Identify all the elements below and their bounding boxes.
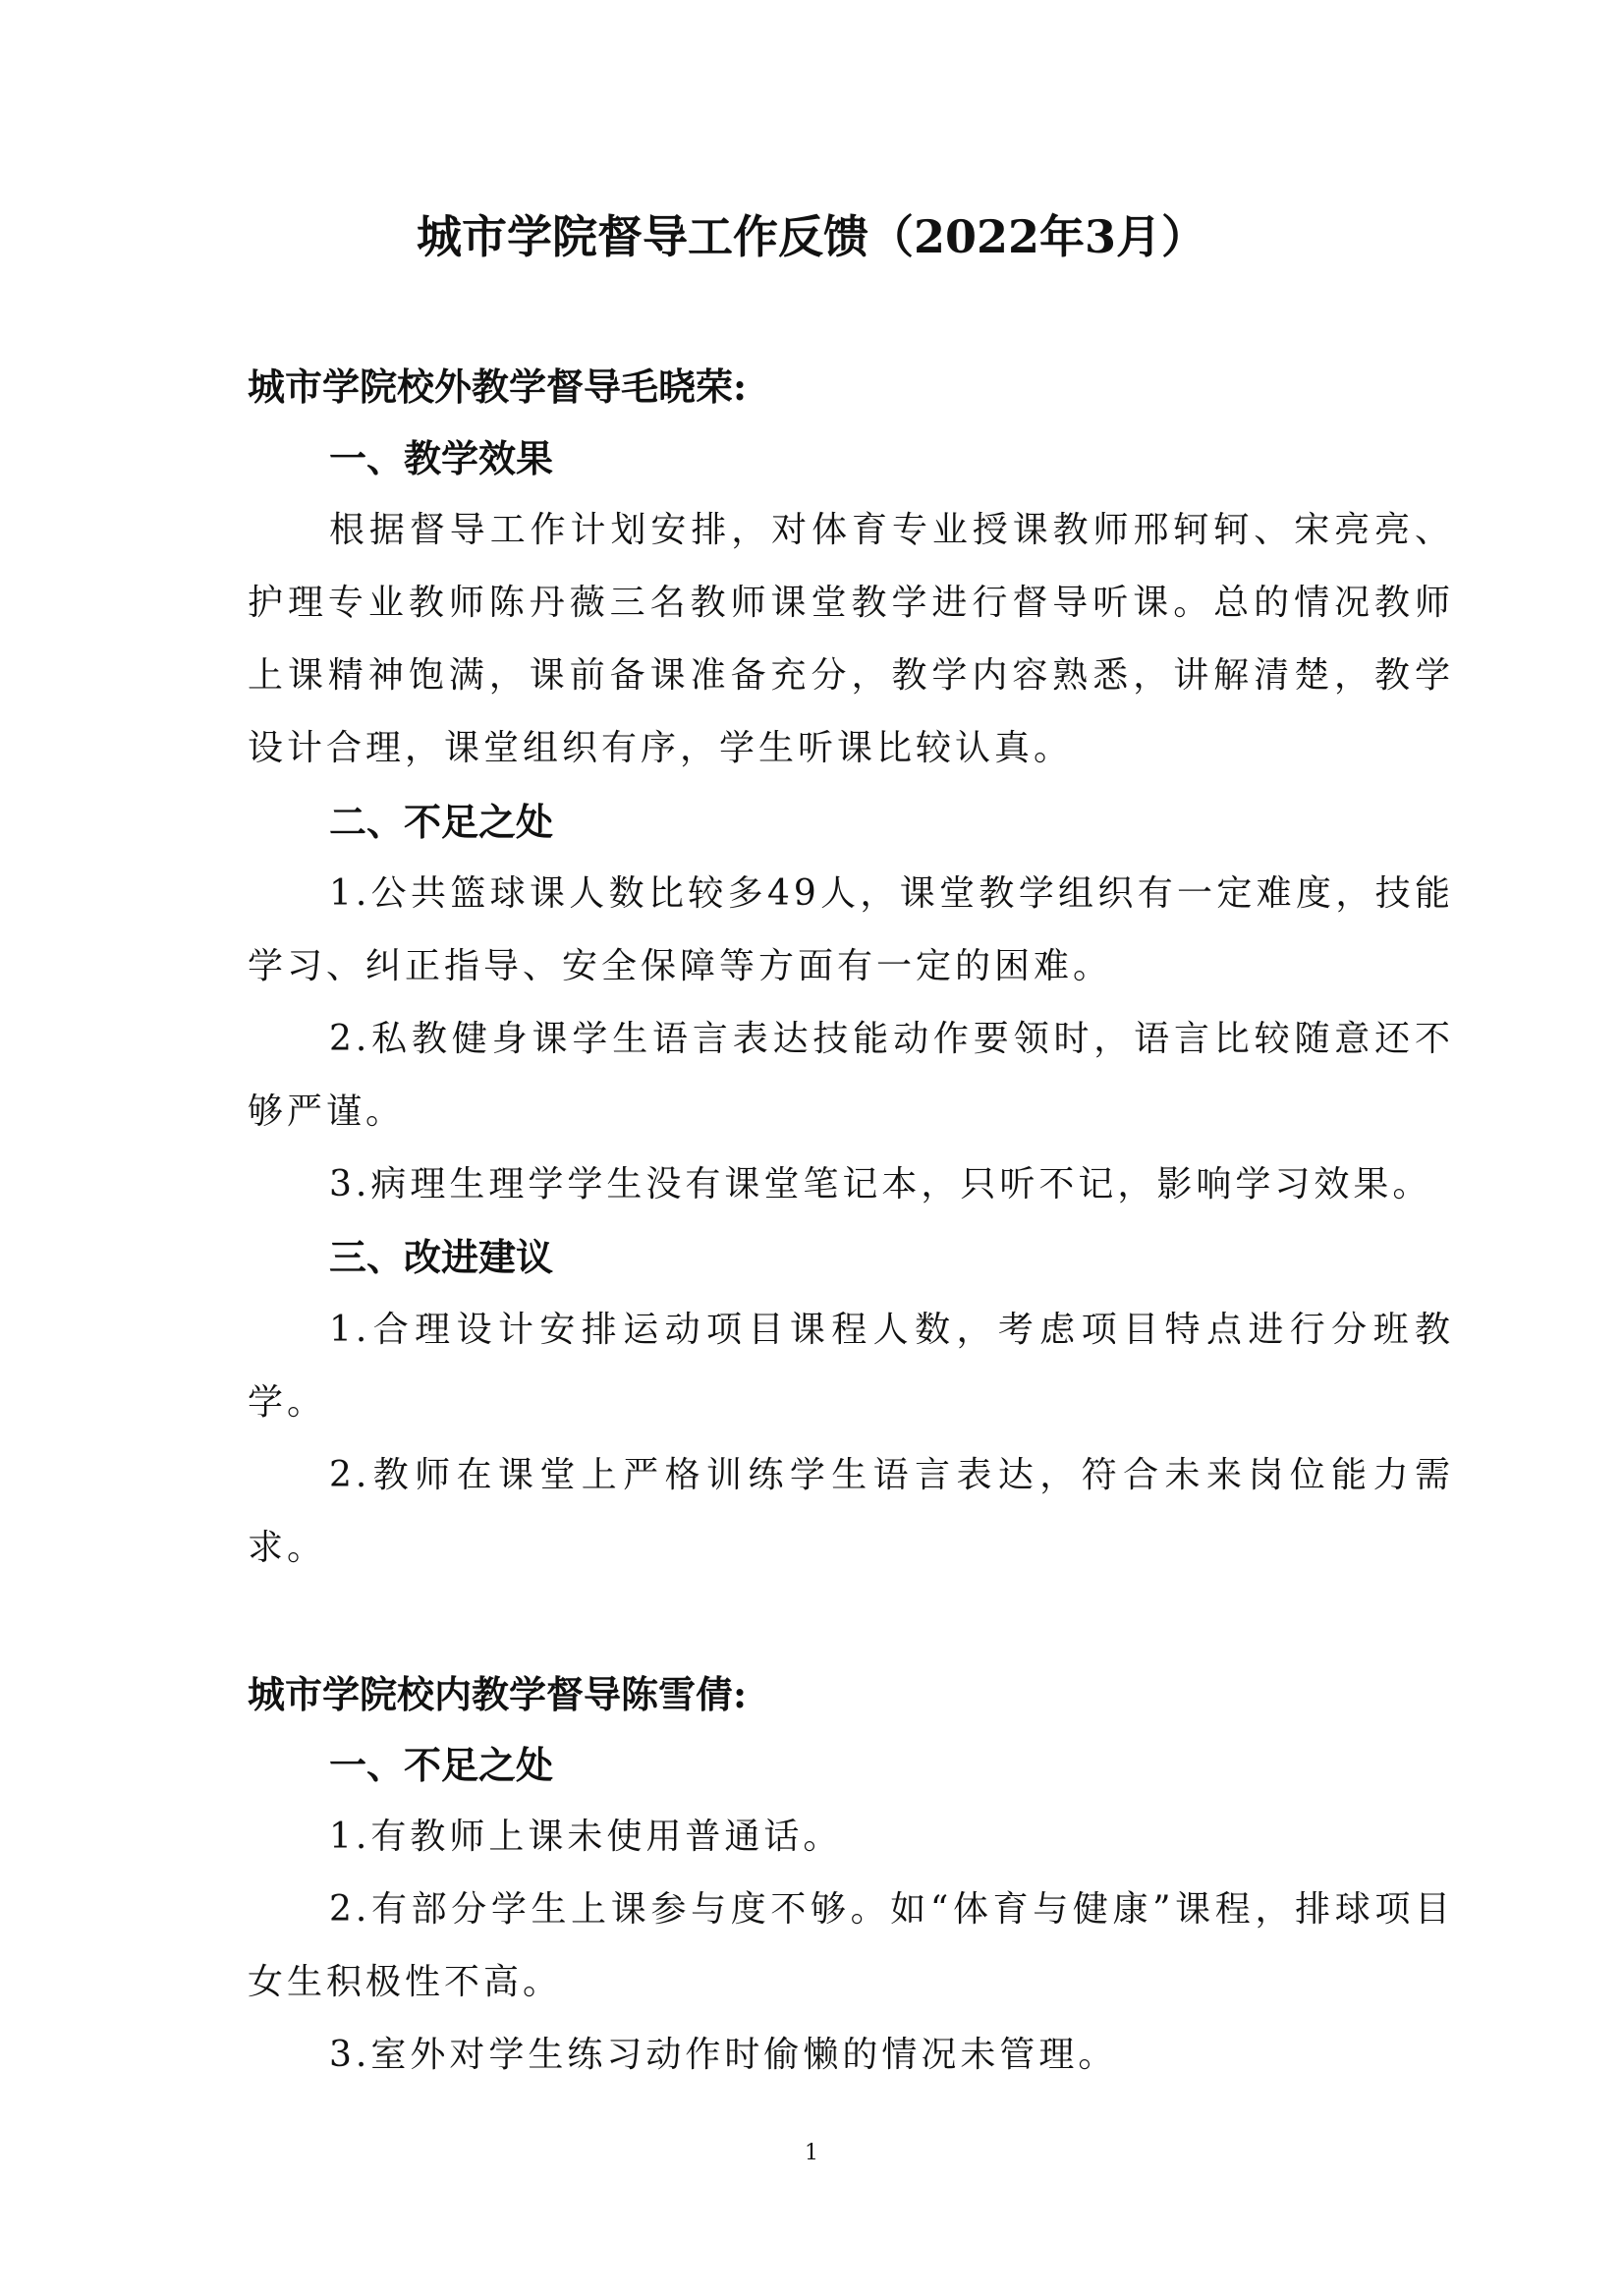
section-heading: 二、不足之处: [329, 800, 554, 844]
list-item: 1.公共篮球课人数比较多49人，课堂教学组织有一定难度，技能学习、纠正指导、安全保障等方面有一定的困难。: [248, 873, 1454, 986]
supervisor-heading: 城市学院校内教学督导陈雪倩:: [248, 1672, 748, 1716]
section-heading: 一、不足之处: [329, 1743, 554, 1787]
section-heading: 一、教学效果: [329, 436, 554, 480]
list-item: 2.教师在课堂上严格训练学生语言表达，符合未来岗位能力需求。: [248, 1455, 1454, 1568]
list-item: 1.有教师上课未使用普通话。: [329, 1817, 843, 1857]
list-item: 2.私教健身课学生语言表达技能动作要领时，语言比较随意还不够严谨。: [248, 1019, 1454, 1132]
paragraph: 根据督导工作计划安排，对体育专业授课教师邢轲轲、宋亮亮、护理专业教师陈丹薇三名教师课堂教学进行督导听课。总的情况教师上课精神饱满，课前备课准备充分，教学内容熟悉，讲解清楚，教学设计合理，课堂组织有序，学生听课比较认真。: [248, 510, 1454, 768]
section-heading: 三、改进建议: [329, 1235, 554, 1279]
document-title: 城市学院督导工作反馈（2022年3月）: [416, 210, 1207, 263]
supervisor-heading: 城市学院校外教学督导毛晓荣:: [248, 364, 748, 409]
list-item: 3.病理生理学学生没有课堂笔记本，只听不记，影响学习效果。: [329, 1164, 1432, 1204]
list-item: 3.室外对学生练习动作时偷懒的情况未管理。: [329, 2035, 1118, 2075]
list-item: 2.有部分学生上课参与度不够。如“体育与健康”课程，排球项目女生积极性不高。: [248, 1889, 1454, 2002]
list-item: 1.合理设计安排运动项目课程人数，考虑项目特点进行分班教学。: [248, 1310, 1454, 1423]
page-number: 1: [805, 2141, 818, 2165]
